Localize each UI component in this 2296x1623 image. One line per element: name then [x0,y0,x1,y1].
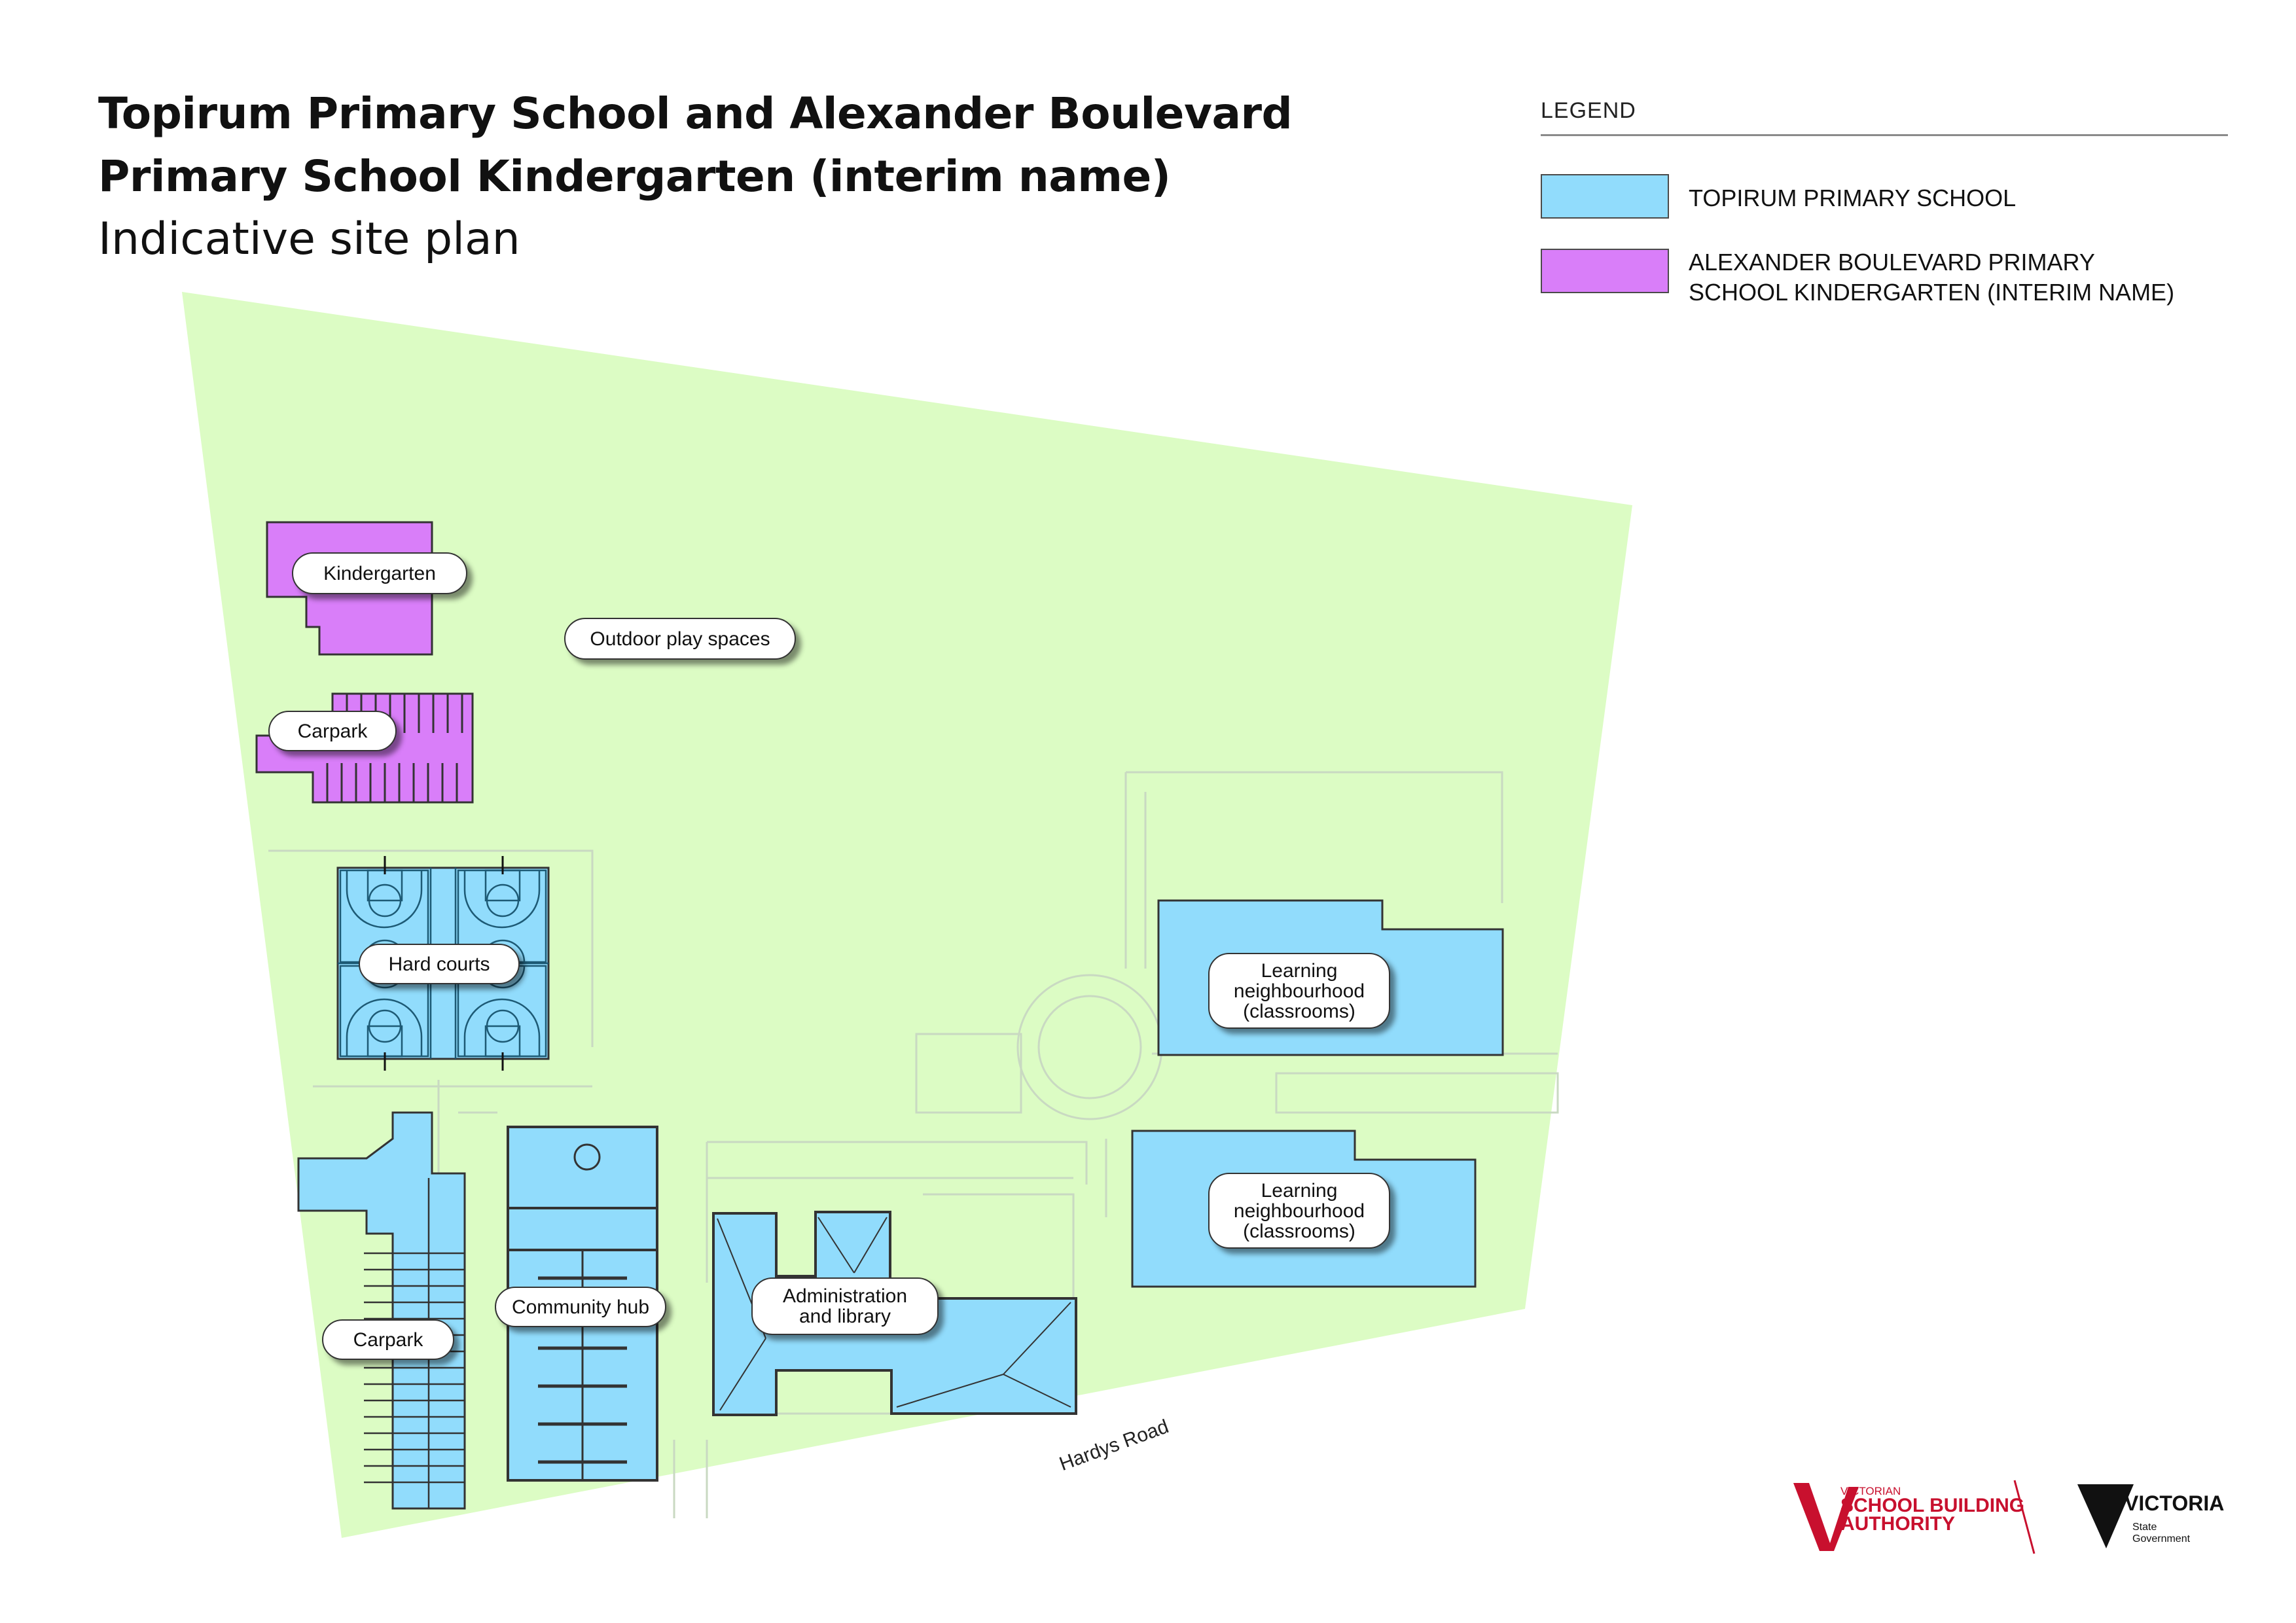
sba-logo-top: VICTORIAN [1840,1485,1901,1497]
sba-logo-line2: AUTHORITY [1840,1513,1955,1535]
title-line-1: Topirum Primary School and Alexander Boulevard [98,88,1293,139]
label-administration-library: Administration and library [751,1277,939,1335]
label-kindergarten: Kindergarten [292,552,467,594]
label-learning-neighbourhood-1: Learning neighbourhood (classrooms) [1208,953,1390,1029]
legend-label-kindergarten: ALEXANDER BOULEVARD PRIMARY SCHOOL KINDERGARTEN (INTERIM NAME) [1689,249,2175,306]
label-learning-neighbourhood-2: Learning neighbourhood (classrooms) [1208,1173,1390,1249]
vic-logo-name: VICTORIA [2125,1491,2225,1515]
label-community-hub: Community hub [495,1287,666,1327]
sba-logo-line1: SCHOOL BUILDING [1840,1495,2025,1516]
vic-logo-line2: Government [2132,1533,2191,1544]
legend-label-school: TOPIRUM PRIMARY SCHOOL [1689,185,2017,211]
label-outdoor-play-spaces: Outdoor play spaces [564,618,796,660]
vic-logo-line1: State [2132,1522,2157,1533]
victoria-state-government-logo [2077,1480,2225,1559]
school-building-authority-logo [1793,1480,2068,1559]
label-kindergarten-carpark: Carpark [268,711,397,751]
label-school-carpark: Carpark [322,1319,454,1360]
title-line-2: Primary School Kindergarten (interim name) [98,151,1171,202]
page-subtitle: Indicative site plan [98,213,520,265]
label-hard-courts: Hard courts [359,944,520,984]
legend-heading: LEGEND [1541,98,2228,136]
road-label: Hardys Road [1056,1416,1172,1476]
